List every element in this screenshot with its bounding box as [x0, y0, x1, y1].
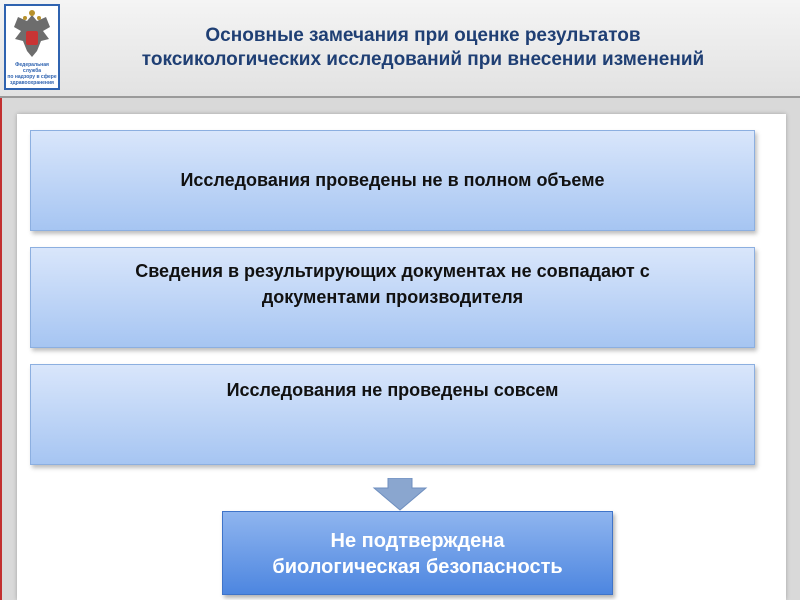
conclusion-text-line-2: биологическая безопасность	[272, 556, 563, 578]
remark-text: Сведения в результирующих документах не совпадают с	[135, 261, 650, 281]
page-title	[70, 24, 776, 72]
remark-text: Исследования проведены не в полном объеме	[180, 170, 605, 190]
conclusion-text-line-1: Не подтверждена	[330, 530, 505, 552]
slide-header	[0, 0, 800, 98]
logo-caption-line: Федеральная служба	[15, 62, 49, 74]
down-arrow-icon	[372, 478, 428, 512]
conclusion-box	[222, 511, 613, 595]
remark-text: Исследования не проведены совсем	[226, 380, 559, 400]
double-headed-eagle-icon	[9, 9, 55, 63]
agency-logo	[4, 4, 60, 90]
remark-box-2	[30, 247, 755, 348]
page-title-line-2: токсикологических исследований при внесении изменений	[141, 49, 705, 70]
remark-box-1	[30, 130, 755, 231]
page-title-line-1: Основные замечания при оценке результатов	[205, 25, 641, 46]
logo-caption-line: здравоохранения	[10, 80, 54, 86]
agency-logo-caption	[7, 62, 57, 86]
remark-text: документами производителя	[261, 287, 524, 307]
logo-caption-line: по надзору в сфере	[7, 74, 57, 80]
remark-box-3	[30, 364, 755, 465]
